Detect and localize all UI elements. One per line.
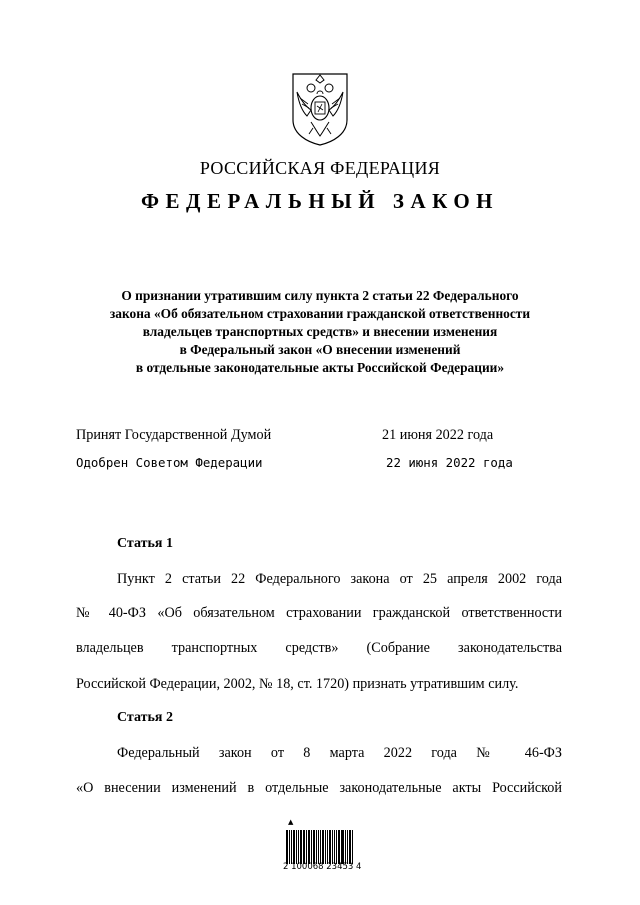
duma-adoption-label: Принят Государственной Думой bbox=[76, 427, 272, 443]
barcode-bar bbox=[304, 830, 305, 864]
barcode-bar bbox=[327, 830, 328, 864]
barcode-bar bbox=[334, 830, 335, 864]
article-1-line: Пункт 2 статьи 22 Федерального закона от 25 апреля 2002 года bbox=[117, 571, 562, 587]
document-type: ФЕДЕРАЛЬНЫЙ ЗАКОН bbox=[141, 189, 499, 213]
council-approval-date: 22 июня 2022 года bbox=[386, 455, 513, 470]
article-2-line: Федеральный закон от 8 марта 2022 года № 46-ФЗ bbox=[117, 745, 562, 761]
barcode-bar bbox=[347, 830, 348, 864]
duma-adoption-date: 21 июня 2022 года bbox=[382, 427, 494, 443]
barcode-bar bbox=[352, 830, 353, 864]
barcode-bar bbox=[306, 830, 307, 864]
barcode-bar bbox=[289, 830, 290, 864]
barcode-bar bbox=[342, 830, 344, 864]
barcode-bar bbox=[311, 830, 312, 864]
barcode-number: 2 100068 23453 4 bbox=[283, 862, 362, 872]
barcode-bar bbox=[316, 830, 317, 864]
law-title-line: О признании утратившим силу пункта 2 статьи 22 Федерального bbox=[121, 288, 519, 303]
barcode-bar bbox=[325, 830, 326, 864]
barcode-bar bbox=[286, 830, 288, 864]
barcode-bar bbox=[291, 830, 292, 864]
barcode-bar bbox=[320, 830, 321, 864]
barcode-logo-icon: ▲ bbox=[288, 818, 294, 826]
barcode-bar bbox=[322, 830, 324, 864]
barcode-bar bbox=[293, 830, 295, 864]
barcode-bar bbox=[332, 830, 333, 864]
article-2-heading: Статья 2 bbox=[117, 710, 173, 725]
barcode-bar bbox=[298, 830, 299, 864]
law-title-line: в отдельные законодательные акты Российской Федерации» bbox=[135, 360, 505, 375]
barcode-bar bbox=[338, 830, 340, 864]
article-1-line: владельцев транспортных средств» (Собрание законодательства bbox=[76, 640, 562, 656]
country-name: РОССИЙСКАЯ ФЕДЕРАЦИЯ bbox=[199, 158, 441, 178]
barcode-bar bbox=[349, 830, 351, 864]
barcode-bar bbox=[313, 830, 315, 864]
law-title-line: в Федеральный закон «О внесении изменений bbox=[179, 342, 461, 357]
barcode-bar bbox=[303, 830, 304, 864]
barcode-bar bbox=[308, 830, 310, 864]
article-1-line: Российской Федерации, 2002, № 18, ст. 1720) признать утратившим силу. bbox=[76, 676, 519, 692]
article-2-line: «О внесении изменений в отдельные законодательные акты Российской bbox=[76, 780, 562, 796]
council-approval-label: Одобрен Советом Федерации bbox=[76, 455, 263, 470]
law-title-line: владельцев транспортных средств» и внесении изменения bbox=[142, 324, 498, 339]
article-1-heading: Статья 1 bbox=[117, 536, 173, 551]
article-1-line: № 40-ФЗ «Об обязательном страховании гражданской ответственности bbox=[76, 605, 562, 621]
barcode-bar bbox=[296, 830, 297, 864]
barcode-bars bbox=[286, 830, 354, 864]
law-title-line: закона «Об обязательном страховании гражданской ответственности bbox=[109, 306, 531, 321]
barcode-bar bbox=[300, 830, 302, 864]
barcode-bar bbox=[329, 830, 331, 864]
law-title bbox=[60, 287, 580, 377]
barcode-bar bbox=[345, 830, 346, 864]
barcode-bar bbox=[341, 830, 342, 864]
barcode-bar bbox=[336, 830, 337, 864]
barcode-bar bbox=[318, 830, 319, 864]
coat-of-arms-icon bbox=[287, 70, 353, 146]
